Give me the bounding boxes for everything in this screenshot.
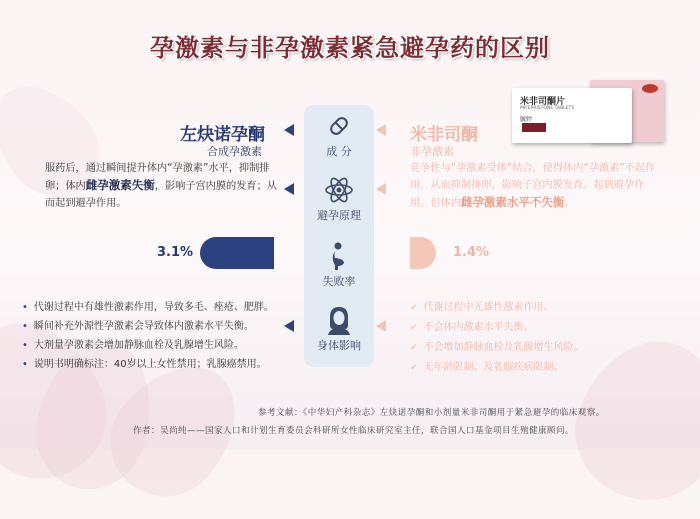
list-item: ✔ 代谢过程中无雄性激素作用。 [410,298,660,318]
product-box-front [512,88,632,143]
right-mechanism-text [410,160,660,212]
left-failure-rate-bar [200,237,274,269]
left-mechanism-part: ，影响子宫内膜的发育；从而起到避孕作用。 [45,181,277,209]
right-failure-rate-bar [410,237,436,269]
right-failure-rate: 1.4% [453,245,490,260]
center-item-failure-rate [304,241,374,289]
left-drug-name: 左炔诺孕酮 [180,125,265,145]
left-drug-type: 合成孕激素 [207,145,262,158]
right-drug-type: 非孕激素 [410,145,454,158]
product-box-subtitle: MIFEPRISTONE TABLETS [520,106,575,111]
right-mechanism-part: 。 [564,198,575,209]
references-text: 参考文献：《中华妇产科杂志》左炔诺孕酮和小剂量米非司酮用于紧急避孕的临床观察。 [258,408,605,418]
center-item-body-effect [304,305,374,353]
center-item-principle [304,175,374,223]
woman-portrait-icon [324,305,354,335]
left-failure-rate: 3.1% [157,245,194,260]
right-mechanism-part: 竞争性与“孕激素受体”结合，使得体内“孕激素”不起作用，从而抑制排卵，影响子宫内膜发育。起到避孕作用。但体内 [410,163,656,209]
list-item: ✔ 无年龄限制。及乳腺疾病限制。 [410,358,660,378]
right-mechanism-emphasis: 雌孕激素水平不失衡 [460,195,565,209]
right-arrow-icon [376,183,386,195]
page-title: 孕激素与非孕激素紧急避孕药的区别 [150,34,550,62]
center-label: 避孕原理 [317,209,361,222]
list-item: ✔ 不会体内激素水平失衡。 [410,318,660,338]
list-item: • 瞬间补充外源性孕激素会导致体内激素水平失衡。 [22,317,292,336]
left-mechanism-text [45,160,283,212]
brand-logo-icon [642,84,658,93]
product-box-name: 米非司酮片 [520,97,566,107]
product-box-brand: 毓婷 [520,116,533,123]
center-label: 身体影响 [317,339,361,352]
right-drug-name: 米非司酮 [410,125,478,145]
right-effects-list [410,298,660,378]
product-box-image [512,80,662,160]
right-arrow-icon [376,124,386,136]
center-label: 成 分 [326,145,352,158]
center-item-ingredient [304,111,374,159]
product-box-badge [522,123,546,132]
list-item: • 大剂量孕激素会增加静脉血栓及乳腺增生风险。 [22,336,292,355]
pill-capsule-icon [324,111,354,141]
left-arrow-icon [284,124,294,136]
comparison-center-column [304,105,374,367]
center-label: 失败率 [322,275,356,288]
left-mechanism-part: 服药后，通过瞬间提升体内“孕激素”水平，抑制排卵；体内 [45,163,270,192]
atom-icon [324,175,354,205]
pregnant-woman-icon [324,241,354,271]
author-text: 作者：吴尚纯——国家人口和计划生育委员会科研所女性临床研究室主任，联合国人口基金项目生殖健康顾问。 [133,426,575,436]
left-effects-list [22,298,292,374]
list-item: • 说明书明确标注：40岁以上女性禁用；乳腺癌禁用。 [22,355,292,374]
list-item: ✔ 不会增加静脉血栓及乳腺增生风险。 [410,338,660,358]
right-arrow-icon [376,320,386,332]
list-item: • 代谢过程中有雄性激素作用，导致多毛、痤疮、肥胖。 [22,298,292,317]
left-arrow-icon [284,183,294,195]
left-mechanism-emphasis: 雌孕激素失衡 [85,178,155,192]
